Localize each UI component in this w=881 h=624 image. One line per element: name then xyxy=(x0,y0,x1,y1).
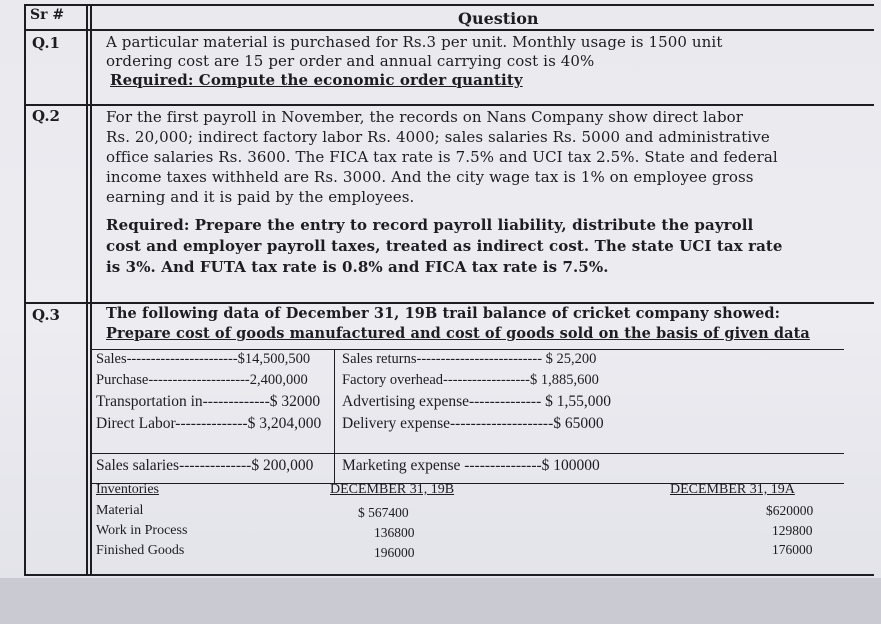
q2-required-line-1: Required: Prepare the entry to record payroll liability, distribute the payroll xyxy=(106,216,754,234)
row-separator-q1 xyxy=(26,104,874,106)
header-separator xyxy=(26,29,874,31)
q2-number: Q.2 xyxy=(32,107,60,125)
row-sales-salaries: Sales salaries--------------$ 200,000 xyxy=(96,457,314,474)
q1-number: Q.1 xyxy=(32,34,60,52)
row-purchase: Purchase---------------------2,400,000 xyxy=(96,372,308,388)
inventory-item-v2: 129800 xyxy=(772,523,813,538)
row-sales-returns: Sales returns-------------------------- $ 25,200 xyxy=(342,351,597,367)
inventory-item-v2: 176000 xyxy=(772,542,813,557)
background-surface xyxy=(0,578,881,624)
inventories-label: Inventories xyxy=(96,482,159,497)
row-direct-labor: Direct Labor--------------$ 3,204,000 xyxy=(96,415,322,432)
row-transportation: Transportation in-------------$ 32000 xyxy=(96,393,321,410)
row-factory-overhead: Factory overhead------------------$ 1,885,600 xyxy=(342,372,599,388)
inventory-item-v2: $620000 xyxy=(766,503,814,518)
row-advertising: Advertising expense-------------- $ 1,55,000 xyxy=(342,393,611,410)
q2-text-line-4: income taxes withheld are Rs. 3000. And the city wage tax is 1% on employee gross xyxy=(106,168,754,186)
q1-text-line-1: A particular material is purchased for Rs.3 per unit. Monthly usage is 1500 unit xyxy=(106,33,723,51)
tbl-mid-border xyxy=(334,349,335,483)
row-sales: Sales-----------------------$14,500,500 xyxy=(96,351,311,367)
inventory-item-v1: 136800 xyxy=(374,525,415,540)
q3-text-line-1: The following data of December 31, 19B trail balance of cricket company showed: xyxy=(106,305,781,322)
inventory-item-name: Finished Goods xyxy=(96,543,185,558)
q1-text-line-2: ordering cost are 15 per order and annual carrying cost is 40% xyxy=(106,52,595,70)
column-divider xyxy=(86,6,88,574)
q1-required: Required: Compute the economic order quantity xyxy=(110,71,523,89)
row-delivery: Delivery expense--------------------$ 65000 xyxy=(342,415,604,432)
trial-balance-table xyxy=(90,349,844,565)
q3-number: Q.3 xyxy=(32,306,60,324)
tbl-top-border xyxy=(90,349,844,350)
inventories-col-19b: DECEMBER 31, 19B xyxy=(330,482,455,497)
tbl-left-border xyxy=(90,349,91,565)
q3-text-line-2: Prepare cost of goods manufactured and cost of goods sold on the basis of given data xyxy=(106,325,810,342)
q2-required-line-2: cost and employer payroll taxes, treated as indirect cost. The state UCI tax rate xyxy=(106,237,783,255)
q2-text-line-2: Rs. 20,000; indirect factory labor Rs. 4000; sales salaries Rs. 5000 and administrative xyxy=(106,128,770,146)
inventory-item-name: Material xyxy=(96,503,144,518)
row-marketing: Marketing expense ---------------$ 100000 xyxy=(342,457,600,474)
inventories-col-19a: DECEMBER 31, 19A xyxy=(670,482,795,497)
q2-required-line-3: is 3%. And FUTA tax rate is 0.8% and FICA tax rate is 7.5%. xyxy=(106,258,609,276)
header-sr: Sr # xyxy=(30,7,65,23)
header-question: Question xyxy=(458,9,539,28)
q2-text-line-5: earning and it is paid by the employees. xyxy=(106,188,415,206)
q2-text-line-1: For the first payroll in November, the records on Nans Company show direct labor xyxy=(106,108,744,126)
q2-text-line-3: office salaries Rs. 3600. The FICA tax rate is 7.5% and UCI tax 2.5%. State and federal xyxy=(106,148,778,166)
inventory-item-v1: 196000 xyxy=(374,545,415,560)
inventory-item-name: Work in Process xyxy=(96,523,188,538)
inventory-item-v1: $ 567400 xyxy=(358,505,409,520)
tbl-row-line xyxy=(90,453,844,454)
